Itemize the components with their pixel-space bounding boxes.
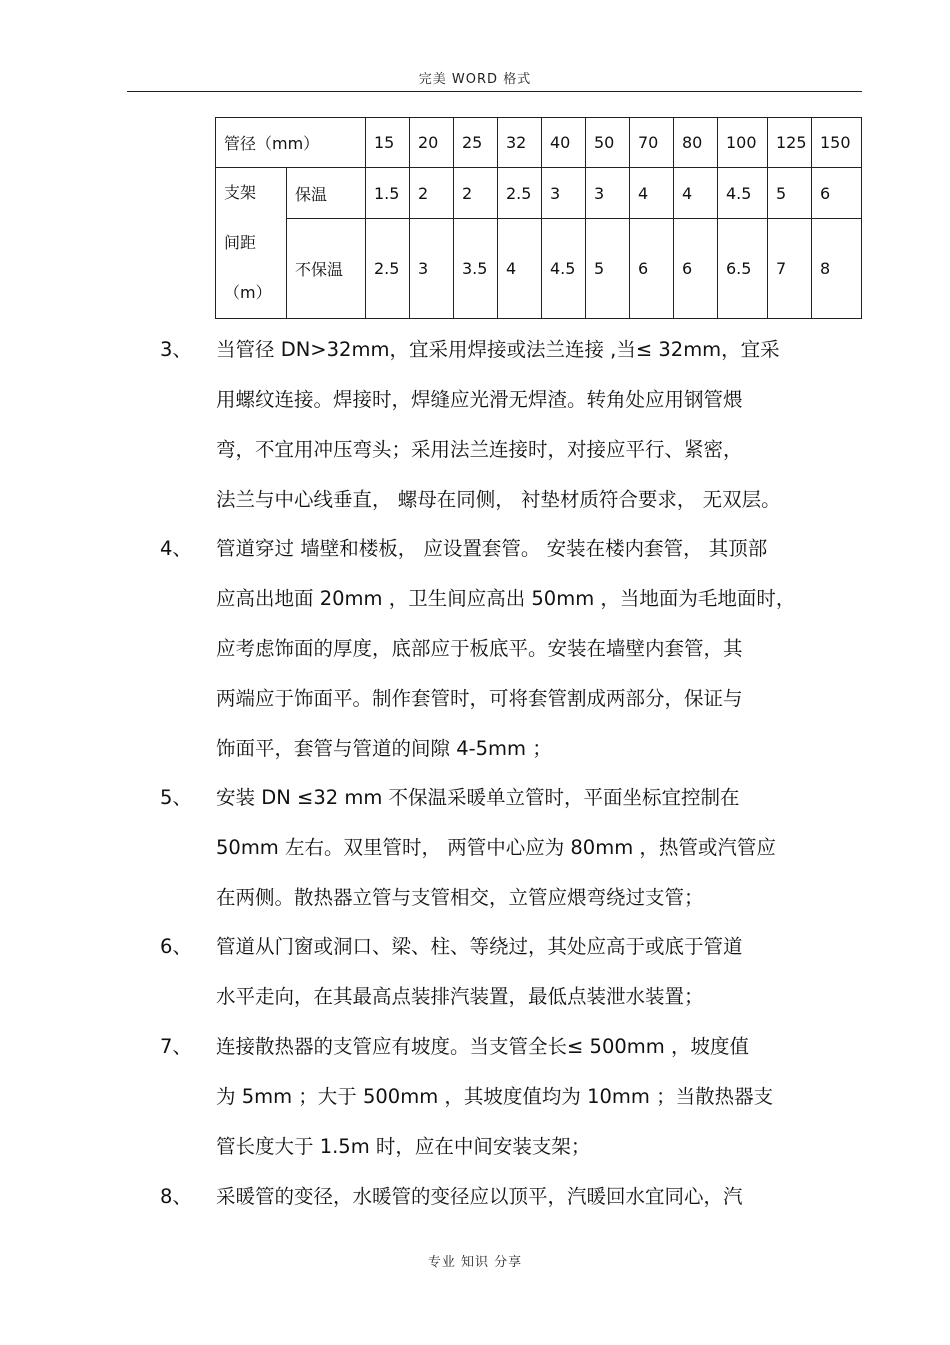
- spacing-cell: 4.5: [542, 219, 586, 319]
- item-number: 4、: [160, 537, 192, 560]
- page-footer: 专业 知识 分享: [427, 1255, 523, 1270]
- item-line: 应高出地面 20mm ，卫生间应高出 50mm ，当地面为毛地面时，: [216, 587, 796, 610]
- spacing-cell: 4: [498, 219, 542, 319]
- item-line: 管道从门窗或洞口、梁、柱、等绕过，其处应高于或底于管道: [216, 935, 743, 958]
- row-group-line: 支架: [224, 183, 257, 202]
- row-label: 不保温: [287, 219, 366, 319]
- item-line: 管道穿过 墙壁和楼板， 应设置套管。 安装在楼内套管， 其顶部: [216, 537, 768, 560]
- diameter-cell: 80: [674, 118, 718, 168]
- item-number: 6、: [160, 935, 192, 958]
- spacing-cell: 3: [410, 219, 454, 319]
- spacing-cell: 1.5: [366, 168, 410, 219]
- row-group-label: [216, 168, 287, 319]
- item-line: 两端应于饰面平。制作套管时，可将套管割成两部分，保证与: [216, 687, 743, 710]
- item-number: 5、: [160, 786, 192, 809]
- item-number: 7、: [160, 1035, 192, 1058]
- item-number: 3、: [160, 338, 192, 361]
- spacing-cell: 4: [674, 168, 718, 219]
- item-line: 在两侧。散热器立管与支管相交，立管应煨弯绕过支管；: [216, 886, 704, 909]
- item-line: 法兰与中心线垂直， 螺母在同侧， 衬垫材质符合要求， 无双层。: [216, 488, 781, 511]
- header-rule: [127, 91, 862, 92]
- spacing-cell: 5: [768, 168, 812, 219]
- item-line: 应考虑饰面的厚度，底部应于板底平。安装在墙壁内套管，其: [216, 637, 743, 660]
- spacing-cell: 2: [410, 168, 454, 219]
- item-number: 8、: [160, 1185, 192, 1208]
- row-label: 保温: [287, 168, 366, 219]
- support-spacing-table: [215, 117, 862, 319]
- spacing-cell: 6: [812, 168, 862, 219]
- spacing-cell: 2.5: [498, 168, 542, 219]
- item-line: 安装 DN ≤32 mm 不保温采暖单立管时，平面坐标宜控制在: [216, 786, 740, 809]
- page-header: 完美 WORD 格式: [418, 72, 532, 87]
- spacing-cell: 2: [454, 168, 498, 219]
- diameter-cell: 100: [718, 118, 768, 168]
- item-line: 50mm 左右。双里管时， 两管中心应为 80mm ，热管或汽管应: [216, 836, 776, 859]
- diameter-cell: 70: [630, 118, 674, 168]
- spacing-cell: 3.5: [454, 219, 498, 319]
- spacing-cell: 3: [586, 168, 630, 219]
- spacing-cell: 8: [812, 219, 862, 319]
- diameter-cell: 40: [542, 118, 586, 168]
- item-line: 弯，不宜用冲压弯头；采用法兰连接时，对接应平行、紧密，: [216, 438, 743, 461]
- spacing-cell: 7: [768, 219, 812, 319]
- spacing-cell: 5: [586, 219, 630, 319]
- table-row: [216, 168, 862, 219]
- spacing-cell: 4: [630, 168, 674, 219]
- spacing-cell: 6: [630, 219, 674, 319]
- spacing-cell: 3: [542, 168, 586, 219]
- item-line: 连接散热器的支管应有坡度。当支管全长≤ 500mm ，坡度值: [216, 1035, 749, 1058]
- diameter-cell: 125: [768, 118, 812, 168]
- row-group-line: 间距: [224, 233, 257, 252]
- diameter-cell: 20: [410, 118, 454, 168]
- col-label: 管径（mm）: [216, 118, 366, 168]
- diameter-cell: 150: [812, 118, 862, 168]
- spacing-cell: 6.5: [718, 219, 768, 319]
- item-line: 采暖管的变径，水暖管的变径应以顶平，汽暖回水宜同心，汽: [216, 1185, 743, 1208]
- diameter-cell: 25: [454, 118, 498, 168]
- item-line: 用螺纹连接。焊接时，焊缝应光滑无焊渣。转角处应用钢管煨: [216, 388, 743, 411]
- item-line: 水平走向，在其最高点装排汽装置，最低点装泄水装置；: [216, 985, 704, 1008]
- spacing-cell: 2.5: [366, 219, 410, 319]
- item-line: 管长度大于 1.5m 时，应在中间安装支架；: [216, 1135, 591, 1158]
- table-row: [216, 118, 862, 168]
- item-line: 为 5mm ；大于 500mm ，其坡度值均为 10mm ；当散热器支: [216, 1085, 774, 1108]
- diameter-cell: 32: [498, 118, 542, 168]
- item-line: 当管径 DN>32mm，宜采用焊接或法兰连接 ,当≤ 32mm，宜采: [216, 338, 780, 361]
- table-row: [216, 219, 862, 319]
- spacing-cell: 4.5: [718, 168, 768, 219]
- diameter-cell: 15: [366, 118, 410, 168]
- item-line: 饰面平，套管与管道的间隙 4-5mm ；: [216, 737, 552, 760]
- row-group-line: （m）: [224, 283, 272, 302]
- spacing-cell: 6: [674, 219, 718, 319]
- diameter-cell: 50: [586, 118, 630, 168]
